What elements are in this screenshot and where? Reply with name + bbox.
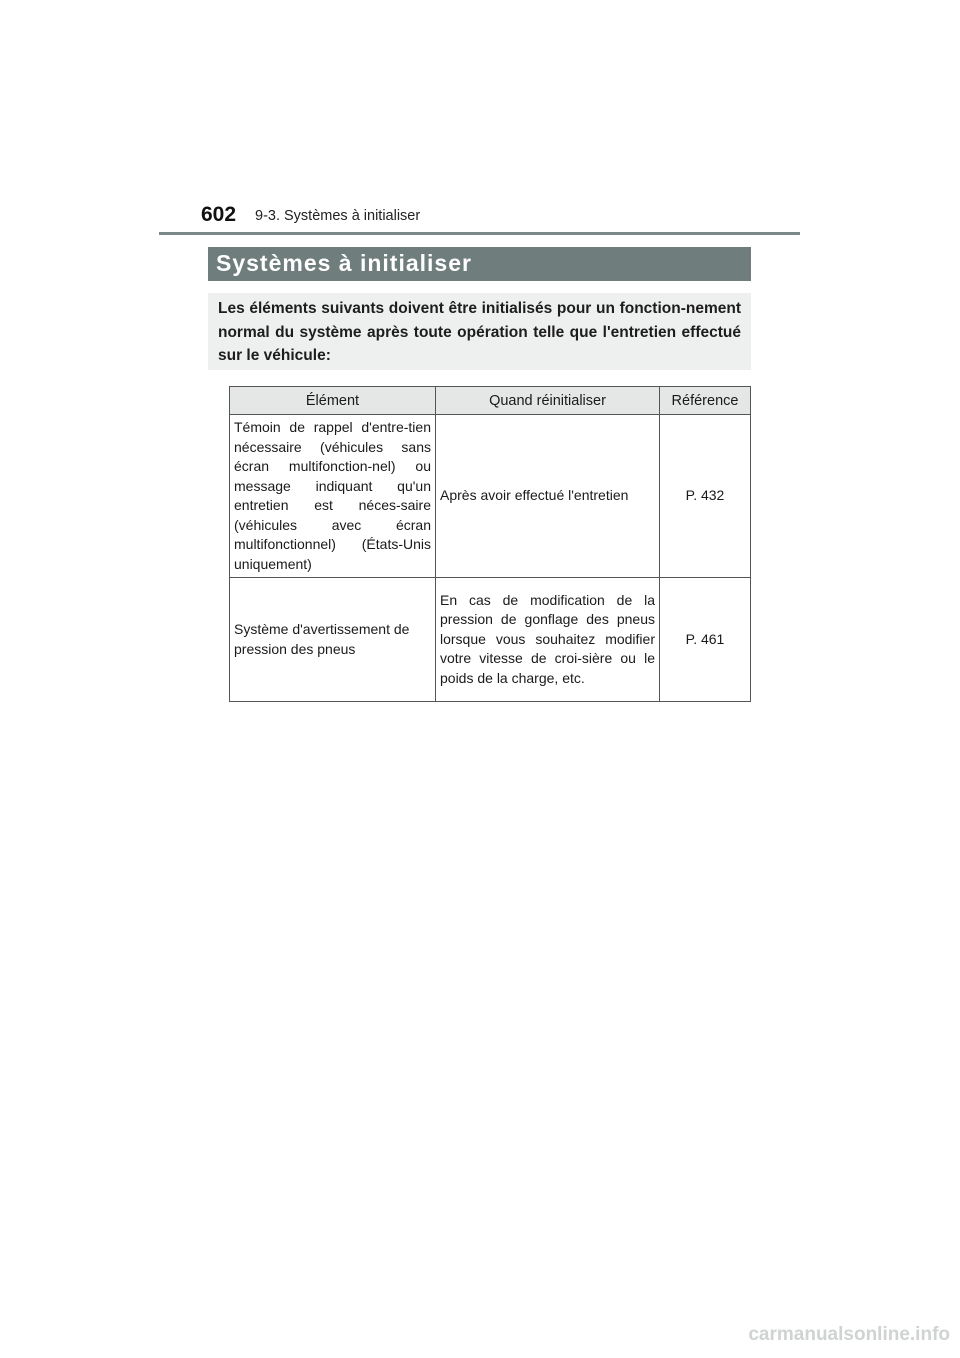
section-breadcrumb: 9-3. Systèmes à initialiser bbox=[255, 208, 421, 224]
cell-when: Après avoir effectué l'entretien bbox=[436, 415, 660, 578]
cell-element: Témoin de rappel d'entre-tien nécessaire (véhicules sans écran multifonction-nel) ou message indiquant qu'un entretien est néces-saire (véhicules avec écran multifonctionnel) (États-Unis uniquement) bbox=[230, 415, 436, 578]
page-number: 602 bbox=[201, 203, 237, 226]
cell-reference: P. 432 bbox=[660, 415, 751, 578]
header-divider bbox=[159, 232, 800, 235]
header-element: Élément bbox=[230, 387, 436, 415]
cell-element: Système d'avertissement de pression des pneus bbox=[230, 578, 436, 702]
title-banner bbox=[208, 247, 751, 281]
initialization-table bbox=[229, 386, 751, 702]
table-row bbox=[230, 578, 751, 702]
table-row bbox=[230, 415, 751, 578]
intro-text: Les éléments suivants doivent être initialisés pour un fonction-nement normal du système après toute opération telle que l'entretien effectué sur le véhicule: bbox=[218, 300, 741, 364]
intro-box bbox=[208, 293, 751, 370]
cell-when: En cas de modification de la pression de gonflage des pneus lorsque vous souhaitez modifier votre vitesse de croi-sière ou le poids de la charge, etc. bbox=[436, 578, 660, 702]
footer-watermark: carmanualsonline.info bbox=[748, 1324, 950, 1345]
header-when: Quand réinitialiser bbox=[436, 387, 660, 415]
page-title: Systèmes à initialiser bbox=[216, 250, 472, 276]
cell-reference: P. 461 bbox=[660, 578, 751, 702]
table-header-row bbox=[230, 387, 751, 415]
header-reference: Référence bbox=[660, 387, 751, 415]
